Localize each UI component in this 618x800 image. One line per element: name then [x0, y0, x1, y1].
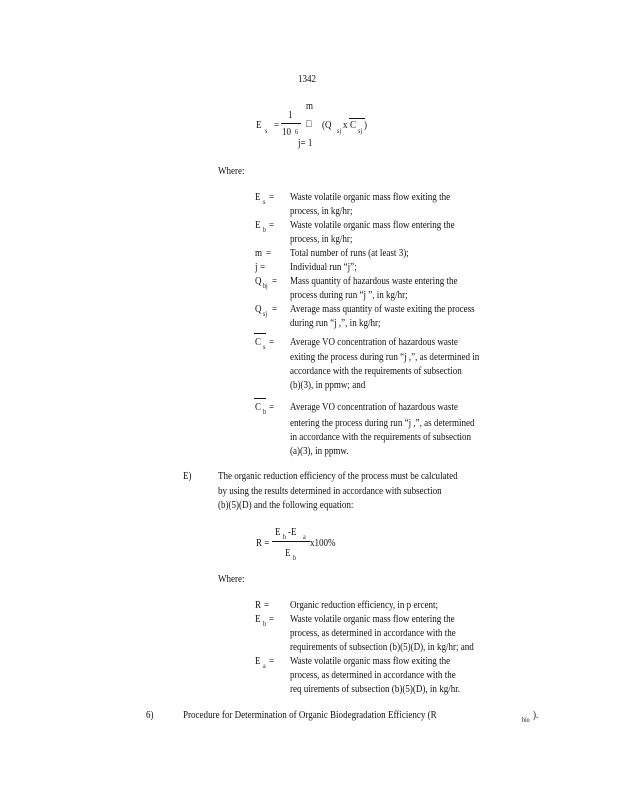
def-text: Mass quantity of hazardous waste entering the: [290, 276, 458, 287]
def-symbol: m: [255, 248, 263, 259]
def-equals: =: [272, 304, 278, 315]
eq1-lhs: E: [256, 120, 262, 131]
item-6-sub: bio: [522, 716, 530, 724]
eq2-den-sub: b: [293, 554, 297, 562]
def-text: process, as determined in accordance with the: [290, 628, 456, 639]
item-6-text: Procedure for Determination of Organic Biodegradation Efficiency (R: [183, 710, 437, 721]
def-text: Waste volatile organic mass flow exiting the: [290, 656, 451, 667]
def-symbol: C: [255, 402, 262, 413]
def-text: entering the process during run “j ,”, as determined: [290, 418, 475, 429]
def-equals: =: [269, 614, 275, 625]
c-overbar: [254, 398, 266, 399]
def-text: (a)(3), in ppmw.: [290, 446, 349, 457]
eq1-denominator-sup: 6: [295, 128, 299, 136]
eq1-denominator: 10: [282, 127, 292, 138]
eq2-num-sub1: b: [283, 533, 287, 541]
def-text: accordance with the requirements of subsection: [290, 366, 462, 377]
page-number: 1342: [298, 74, 317, 85]
sum-upper-limit: m: [306, 101, 314, 112]
c-overbar: [349, 118, 365, 119]
def-text: process, in kg/hr;: [290, 206, 353, 217]
def-text: requirements of subsection (b)(5)(D), in kg/hr; and: [290, 642, 474, 653]
eq2-minus: -E: [288, 527, 297, 538]
def-equals: =: [269, 337, 275, 348]
eq2-numerator: E: [275, 527, 281, 538]
def-text: Waste volatile organic mass flow exiting the: [290, 192, 451, 203]
eq2-num-sub2: a: [303, 533, 306, 541]
eq1-numerator: 1: [288, 110, 293, 121]
eq1-lhs-sub: s: [265, 127, 268, 135]
def-symbol: R: [255, 600, 262, 611]
eq2-lhs: R =: [256, 538, 270, 549]
eq1-fraction-bar: [281, 123, 301, 124]
eq1-term-open: (Q: [322, 120, 332, 131]
eq1-times: x: [343, 120, 348, 131]
def-symbol-sub: b: [263, 620, 267, 628]
def-symbol: Q: [255, 304, 262, 315]
where-label-2: Where:: [218, 574, 245, 585]
where-label-1: Where:: [218, 166, 245, 177]
def-text: Average VO concentration of hazardous waste: [290, 337, 458, 348]
def-equals: =: [272, 276, 278, 287]
def-equals: =: [260, 262, 266, 273]
def-text: exiting the process during run “j ,”, as determined in: [290, 352, 480, 363]
eq1-term-close: ): [364, 120, 368, 131]
def-symbol: j: [255, 262, 258, 273]
def-symbol-sub: bj: [263, 282, 268, 290]
eq1-equals: =: [274, 120, 280, 131]
def-symbol: C: [255, 337, 262, 348]
def-symbol: E: [255, 656, 261, 667]
paragraph-line: (b)(5)(D) and the following equation:: [218, 500, 354, 511]
def-equals: =: [269, 192, 275, 203]
def-equals: =: [269, 220, 275, 231]
c-overbar: [254, 333, 266, 334]
def-text: req uirements of subsection (b)(5)(D), in kg/hr.: [290, 684, 461, 695]
eq1-c-sub: sj: [358, 127, 363, 135]
def-symbol: E: [255, 220, 261, 231]
def-symbol-sub: b: [263, 408, 267, 416]
def-symbol-sub: sj: [263, 310, 268, 318]
paragraph-line: The organic reduction efficiency of the process must be calculated: [218, 471, 458, 482]
def-symbol-sub: b: [263, 226, 267, 234]
def-text: Average mass quantity of waste exiting the process: [290, 304, 475, 315]
def-text: Waste volatile organic mass flow entering the: [290, 614, 455, 625]
def-text: Waste volatile organic mass flow entering the: [290, 220, 455, 231]
sum-symbol: □: [306, 119, 312, 130]
def-text: (b)(3), in ppmw; and: [290, 380, 366, 391]
def-equals: =: [269, 656, 275, 667]
item-6-close: ).: [533, 710, 539, 721]
def-text: Total number of runs (at least 3);: [290, 248, 409, 259]
def-text: in accordance with the requirements of subsection: [290, 432, 472, 443]
def-text: process, in kg/hr;: [290, 234, 353, 245]
def-symbol: E: [255, 192, 261, 203]
item-label: 6): [146, 710, 154, 721]
def-text: Average VO concentration of hazardous waste: [290, 402, 458, 413]
def-text: process, as determined in accordance with the: [290, 670, 456, 681]
eq1-c: C: [350, 120, 357, 131]
def-symbol-sub: a: [263, 662, 266, 670]
eq2-fraction-bar: [272, 541, 310, 542]
def-symbol-sub: s: [263, 198, 266, 206]
def-text: process during run “j ”, in kg/hr;: [290, 290, 408, 301]
def-text: during run “j ,”, in kg/hr;: [290, 318, 381, 329]
def-text: Organic reduction efficiency, in p ercent;: [290, 600, 439, 611]
def-text: Individual run “j”;: [290, 262, 357, 273]
def-symbol: E: [255, 614, 261, 625]
sum-lower-limit: j= 1: [298, 138, 313, 149]
eq1-q-sub: sj: [337, 127, 342, 135]
item-label: E): [183, 471, 192, 482]
paragraph-line: by using the results determined in accordance with subsection: [218, 486, 442, 497]
def-symbol: Q: [255, 276, 262, 287]
def-equals: =: [264, 600, 270, 611]
eq2-times: x100%: [310, 538, 336, 549]
eq2-denominator: E: [285, 548, 291, 559]
def-equals: =: [266, 248, 272, 259]
def-equals: =: [269, 402, 275, 413]
def-symbol-sub: s: [263, 343, 266, 351]
